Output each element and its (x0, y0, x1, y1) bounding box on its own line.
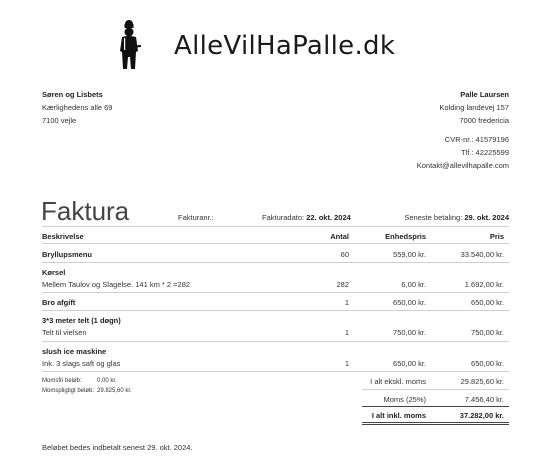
row-1-price: 33.540,00 kr. (460, 250, 504, 259)
invoice-date-label: Fakturadato: (262, 213, 305, 222)
grand-total-value: 37.282,00 kr. (459, 411, 504, 420)
row-1-title: Bryllupsmenu (42, 250, 93, 259)
momsfri-label: Momsfri beløb: (42, 378, 82, 384)
row-2-title: Kørsel (42, 268, 66, 277)
total-ex-value: 29.825,60 kr. (460, 377, 504, 386)
invoice-date (262, 213, 351, 222)
invoice-number-label: Fakturanr.: (178, 213, 214, 222)
total-ex-label: I alt ekskl. moms (370, 377, 426, 386)
sender-phone: Tlf.: 42225599 (461, 148, 509, 157)
invoice-due-value: 29. okt. 2024 (464, 213, 509, 222)
sender-contact (309, 133, 509, 172)
customer-name: Søren og Lisbets (42, 90, 103, 99)
sender-cvr: CVR-nr.: 41579196 (444, 135, 509, 144)
customer-street: Kærlighedens alle 69 (42, 103, 113, 112)
row-3-qty: 1 (344, 298, 349, 307)
header-qty: Antal (330, 232, 349, 241)
sender-street: Kolding landevej 157 (439, 103, 509, 112)
invoice-date-value: 22. okt. 2024 (306, 213, 351, 222)
row-5-title: slush ice maskine (42, 347, 107, 356)
row-5-unit: 650,00 kr. (393, 359, 426, 368)
invoice-due-label: Seneste betaling: (404, 213, 463, 222)
customer-address (42, 88, 112, 127)
row-4-title: 3*3 meter telt (1 døgn) (42, 316, 121, 325)
row-3-unit: 650,00 kr. (393, 298, 426, 307)
row-3-title: Bro afgift (42, 298, 76, 307)
row-4-detail: Telt til vielsen (42, 328, 87, 337)
header-price: Pris (489, 232, 504, 241)
row-2-qty: 282 (336, 280, 349, 289)
row-4-unit: 750,00 kr. (393, 328, 426, 337)
vat-value: 7.456,40 kr. (464, 395, 504, 404)
row-5-price: 650,00 kr. (471, 359, 504, 368)
grand-total-label: I alt inkl. moms (371, 411, 426, 420)
row-1-qty: 60 (340, 250, 349, 259)
header-unit-price: Enhedspris (385, 232, 426, 241)
row-4-qty: 1 (344, 328, 349, 337)
header-description: Beskrivelse (42, 232, 84, 241)
momspligtigt-label: Momspligtigt beløb: (42, 388, 95, 394)
sender-address (309, 88, 509, 127)
row-2-price: 1.692,00 kr. (464, 280, 504, 289)
row-5-qty: 1 (344, 359, 349, 368)
row-5-detail: Ink. 3 slags saft og glas (42, 359, 121, 368)
chef-icon (116, 19, 142, 71)
brand-name: AlleVilHaPalle.dk (174, 31, 396, 61)
row-3-price: 650,00 kr. (471, 298, 504, 307)
invoice-title: Faktura (41, 196, 130, 226)
row-4-price: 750,00 kr. (471, 328, 504, 337)
row-1-unit: 559,00 kr. (393, 250, 426, 259)
sender-name: Palle Laursen (460, 90, 509, 99)
customer-city: 7100 vejle (42, 116, 77, 125)
row-2-unit: 6,00 kr. (401, 280, 426, 289)
sender-email: Kontakt@allevilhapalle.com (416, 161, 509, 170)
momsfri-value: 0,00 kr. (97, 378, 117, 384)
momspligtigt-value: 29.825,60 kr. (97, 388, 132, 394)
payment-note: Beløbet bedes indbetalt senest 29. okt. 2024. (42, 443, 193, 452)
invoice-due (359, 213, 509, 222)
vat-label: Moms (25%) (383, 395, 426, 404)
row-2-detail: Mellem Taulov og Slagelse. 141 km * 2 =282 (42, 280, 191, 289)
sender-city: 7000 fredericia (459, 116, 509, 125)
